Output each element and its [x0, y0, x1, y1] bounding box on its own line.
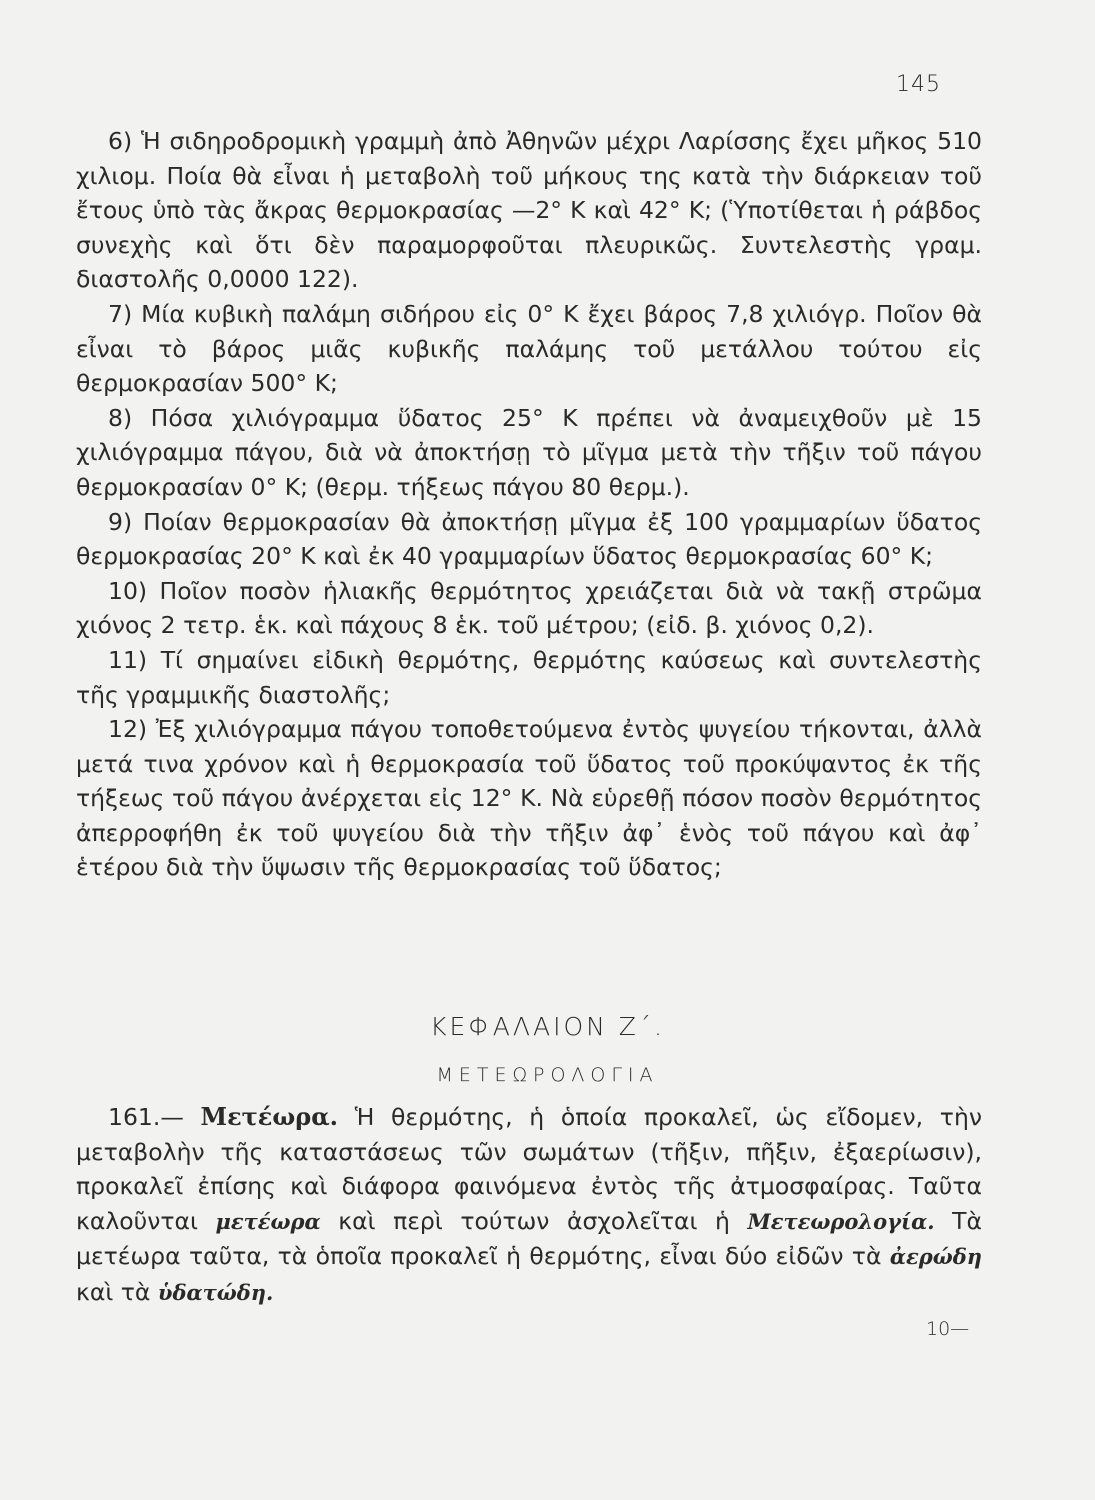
exercise-12: 12) Ἐξ χιλιόγραμμα πάγου τοποθετούμενα ἐντὸς ψυγείου τήκονται, ἀλλὰ μετά τινα χρόνον καὶ ἡ θερμοκρασία τοῦ ὕδατος τοῦ προκύψαντος ἐκ τῆς τήξεως τοῦ πάγου ἀνέρχεται εἰς 12° Κ. Νὰ εὑρεθῇ πόσον ποσὸν θερμότητος ἀπερροφήθη ἐκ τοῦ ψυγείου διὰ τὴν τῆξιν ἀφ᾽ ἑνὸς τοῦ πάγου καὶ ἀφ᾽ ἑτέρου διὰ τὴν ὕψωσιν τῆς θερμοκρασίας τοῦ ὕδατος;: [76, 715, 982, 882]
section-number: 161.—: [108, 1103, 184, 1131]
exercise-list: [76, 124, 982, 885]
term-aqueous: ὑδατώδη.: [157, 1279, 274, 1305]
term-meteora: μετέωρα: [215, 1208, 321, 1234]
term-aerial: ἀερώδη: [889, 1244, 982, 1270]
paragraph-text-1: Ἡ θερμότης, ἡ ὁποία προκαλεῖ, ὡς εἴδομεν, τὴν μεταβολὴν τῆς καταστάσεως τῶν σωμάτων (τῆξιν, πῆξιν, ἐξαερίωσιν), προκαλεῖ ἐπίσης καὶ διάφορα φαινόμενα ἐντὸς τῆς ἀτμοσφαίρας. Ταῦτα καλοῦνται: [76, 1103, 982, 1235]
paragraph-text-2: καὶ περὶ τούτων ἀσχολεῖται ἡ: [338, 1206, 730, 1235]
section-heading: ΜΕΤΕΩΡΟΛΟΓΙΑ: [436, 1064, 659, 1086]
paragraph-text-3: Τὰ μετέωρα ταῦτα, τὰ ὁποῖα προκαλεῖ ἡ θερμότης, εἶναι δύο εἰδῶν τὰ: [76, 1206, 982, 1271]
chapter-heading: ΚΕΦΑΛΑΙΟΝ Ζ΄.: [430, 1012, 665, 1041]
exercise-8: 8) Πόσα χιλιόγραμμα ὕδατος 25° Κ πρέπει νὰ ἀναμειχθοῦν μὲ 15 χιλιόγραμμα πάγου, διὰ νὰ ἀποκτήσῃ τὸ μῖγμα μετὰ τὴν τῆξιν τοῦ πάγου θερμοκρασίαν 0° Κ; (θερμ. τήξεως πάγου 80 θερμ.).: [76, 403, 982, 501]
exercise-6: 6) Ἡ σιδηροδρομικὴ γραμμὴ ἀπὸ Ἀθηνῶν μέχρι Λαρίσσης ἔχει μῆκος 510 χιλιομ. Ποία θὰ εἶναι ἡ μεταβολὴ τοῦ μήκους της κατὰ τὴν διάρκειαν τοῦ ἔτους ὑπὸ τὰς ἄκρας θερμοκρασίας —2° Κ καὶ 42° Κ; (Ὑποτίθεται ἡ ράβδος συνεχὴς καὶ ὅτι δὲν παραμορφοῦται πλευρικῶς. Συντελεστὴς γραμ. διαστολῆς 0,0000 122).: [76, 127, 982, 294]
page-number: 145: [896, 72, 941, 97]
exercise-7: 7) Μία κυβικὴ παλάμη σιδήρου εἰς 0° Κ ἔχει βάρος 7,8 χιλιόγρ. Ποῖον θὰ εἶναι τὸ βάρος μιᾶς κυβικῆς παλάμης τοῦ μετάλλου τούτου εἰς θερμοκρασίαν 500° Κ;: [76, 299, 982, 398]
exercise-10: 10) Ποῖον ποσὸν ἡλιακῆς θερμότητος χρειάζεται διὰ νὰ τακῇ στρῶμα χιόνος 2 τετρ. ἑκ. καὶ πάχους 8 ἑκ. τοῦ μέτρου; (εἰδ. β. χιόνος 0,2).: [76, 576, 982, 640]
exercise-9: 9) Ποίαν θερμοκρασίαν θὰ ἀποκτήσῃ μῖγμα ἐξ 100 γραμμαρίων ὕδατος θερμοκρασίας 20° Κ καὶ ἐκ 40 γραμμαρίων ὕδατος θερμοκρασίας 60° Κ;: [76, 507, 982, 571]
signature-mark: 10—: [926, 1318, 970, 1340]
exercise-11: 11) Τί σημαίνει εἰδικὴ θερμότης, θερμότης καύσεως καὶ συντελεστὴς τῆς γραμμικῆς διαστολῆς;: [76, 645, 982, 709]
section-term: Μετέωρα.: [200, 1102, 339, 1131]
section-161-paragraph: [76, 1100, 982, 1311]
term-meteorology: Μετεωρολογία.: [747, 1208, 935, 1234]
paragraph-text-4: καὶ τὰ: [76, 1277, 151, 1306]
